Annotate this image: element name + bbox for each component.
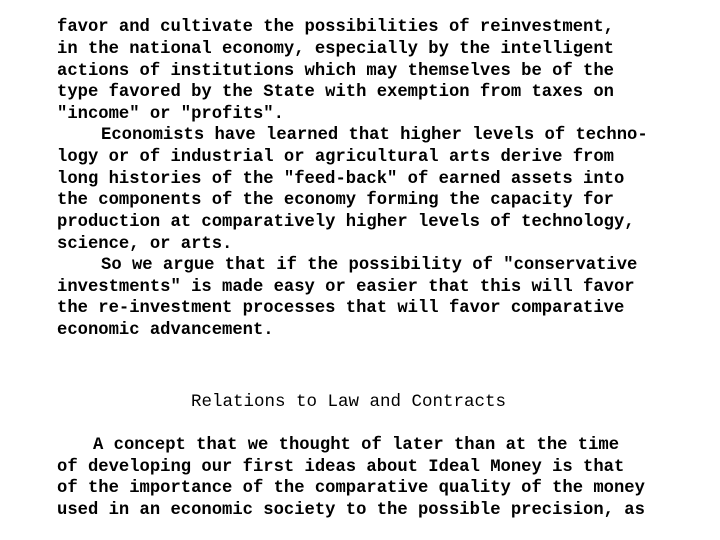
text-line: long histories of the "feed-back" of earned assets into <box>57 170 625 189</box>
text-line: of developing our first ideas about Ideal Money is that <box>57 458 625 477</box>
paragraph-first-line: Economists have learned that higher levels of techno- <box>101 126 648 145</box>
text-line: favor and cultivate the possibilities of reinvestment, <box>57 18 614 37</box>
text-line: production at comparatively higher levels of technology, <box>57 213 635 232</box>
text-line: of the importance of the comparative quality of the money <box>57 479 645 498</box>
text-line: the components of the economy forming the capacity for <box>57 191 614 210</box>
text-line: science, or arts. <box>57 235 233 254</box>
paragraph-first-line: A concept that we thought of later than at the time <box>93 436 620 455</box>
text-line: logy or of industrial or agricultural arts derive from <box>57 148 614 167</box>
text-line: actions of institutions which may themselves be of the <box>57 62 614 81</box>
section-heading: Relations to Law and Contracts <box>191 392 507 412</box>
text-line: the re-investment processes that will favor comparative <box>57 299 625 318</box>
text-line: used in an economic society to the possible precision, as <box>57 501 645 520</box>
paragraph-first-line: So we argue that if the possibility of "conservative <box>101 256 638 275</box>
text-line: economic advancement. <box>57 321 274 340</box>
text-line: investments" is made easy or easier that this will favor <box>57 278 635 297</box>
text-line: type favored by the State with exemption from taxes on <box>57 83 614 102</box>
text-line: "income" or "profits". <box>57 105 284 124</box>
text-line: in the national economy, especially by the intelligent <box>57 40 614 59</box>
